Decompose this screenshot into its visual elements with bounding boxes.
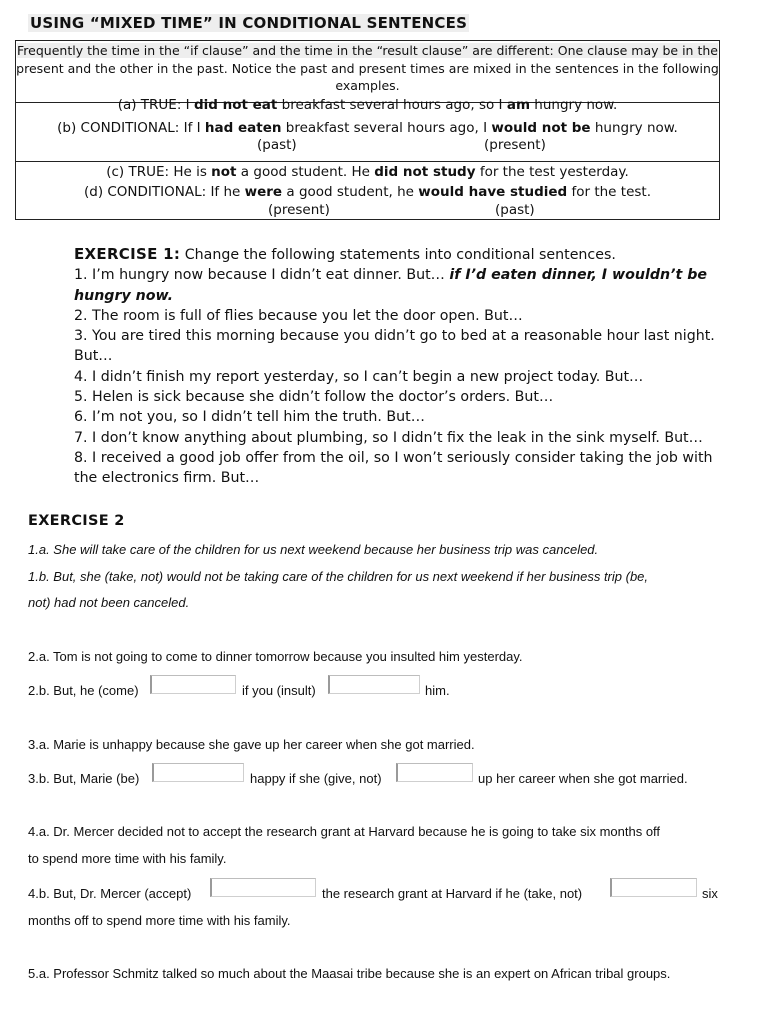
- example-b-text: (b) CONDITIONAL: If I: [57, 120, 205, 136]
- example-a-bold: am: [506, 97, 531, 113]
- example-b-text: breakfast several hours ago, I: [281, 120, 492, 136]
- sentence-5a: 5.a. Professor Schmitz talked so much about the Maasai tribe because she is an expert on African tribal groups.: [28, 966, 671, 981]
- sentence-1a: 1.a. She will take care of the children for us next weekend because her business trip was canceled.: [28, 542, 599, 557]
- exercise-1-item-1-answer: if I’d eaten dinner, I wouldn’t be hungry now.: [74, 267, 707, 304]
- exercise-2-heading: EXERCISE 2: [28, 513, 125, 529]
- exercise-1-instruction: Change the following statements into conditional sentences.: [180, 247, 616, 263]
- sentence-4b-part-1: 4.b. But, Dr. Mercer (accept): [28, 886, 192, 901]
- sentence-4b-part-2: the research grant at Harvard if he (take, not): [322, 886, 583, 901]
- intro-line-2: present and the other in the past. Notice the past and present times are mixed in the sentences in the following: [16, 60, 719, 76]
- sentence-1b-line-1: 1.b. But, she (take, not) would not be taking care of the children for us next weekend if her business trip (be,: [28, 569, 649, 584]
- exercise-1-item-6: 6. I’m not you, so I didn’t tell him the truth. But…: [74, 409, 425, 426]
- sentence-2b-part-2: if you (insult): [242, 683, 316, 698]
- exercise-1-header: [74, 244, 734, 265]
- answer-field-4b-take-not[interactable]: [610, 878, 697, 897]
- exercise-1-item-4: 4. I didn’t finish my report yesterday, so I can’t begin a new project today. But…: [74, 368, 644, 385]
- example-d-text: a good student, he: [282, 184, 419, 200]
- example-c-bold: did not study: [374, 164, 476, 180]
- example-c-bold: not: [211, 164, 237, 180]
- sentence-3b-part-3: up her career when she got married.: [478, 771, 688, 786]
- example-d: [16, 182, 719, 202]
- exercise-1-item-2: 2. The room is full of flies because you let the door open. But…: [74, 307, 523, 324]
- example-d-text: (d) CONDITIONAL: If he: [83, 184, 245, 200]
- example-c: [16, 162, 719, 182]
- example-c-text: a good student. He: [236, 164, 375, 180]
- exercise-1-item-1-text: 1. I’m hungry now because I didn’t eat dinner. But…: [74, 267, 450, 284]
- sentence-3b-part-2: happy if she (give, not): [250, 771, 382, 786]
- intro-line-1: Frequently the time in the “if clause” and the time in the “result clause” are different: One clause may be in the: [17, 43, 718, 58]
- answer-field-3b-be[interactable]: [152, 763, 244, 782]
- exercise-1: [74, 244, 734, 489]
- example-a: [16, 95, 719, 115]
- sentence-4a-line-2: to spend more time with his family.: [28, 851, 227, 866]
- example-a-text: (a) TRUE: I: [117, 97, 194, 113]
- sentence-1b-line-2: not) had not been canceled.: [28, 595, 190, 610]
- label-present-ab: (present): [484, 137, 546, 153]
- answer-field-2b-come[interactable]: [150, 675, 236, 694]
- example-d-text: for the test.: [567, 184, 651, 200]
- intro-line-3: examples.: [335, 78, 400, 93]
- example-b-bold: would not be: [491, 120, 591, 136]
- page-title: USING “MIXED TIME” IN CONDITIONAL SENTENCES: [30, 14, 468, 32]
- sentence-2b-part-3: him.: [425, 683, 450, 698]
- exercise-1-item-7: 7. I don’t know anything about plumbing, so I didn’t fix the leak in the sink myself. But…: [74, 429, 703, 446]
- example-b-text: hungry now.: [590, 120, 678, 136]
- examples-cd-cell: [15, 161, 720, 220]
- examples-ab-cell: [15, 97, 720, 162]
- answer-field-4b-accept[interactable]: [210, 878, 316, 897]
- exercise-1-item-3: 3. You are tired this morning because you didn’t go to bed at a reasonable hour last night. But…: [74, 328, 715, 365]
- exercise-1-item-8: 8. I received a good job offer from the oil, so I won’t seriously consider taking the job with the electronics firm. But…: [74, 449, 713, 487]
- answer-field-3b-give-not[interactable]: [396, 763, 473, 782]
- example-b-bold: had eaten: [204, 120, 282, 136]
- label-past-cd: (past): [495, 202, 535, 218]
- example-a-text: hungry now.: [530, 97, 618, 113]
- intro-cell: [15, 40, 720, 103]
- sentence-2a: 2.a. Tom is not going to come to dinner tomorrow because you insulted him yesterday.: [28, 649, 523, 664]
- exercise-1-item-1: [74, 265, 734, 306]
- answer-field-2b-insult[interactable]: [328, 675, 420, 694]
- sentence-3a: 3.a. Marie is unhappy because she gave up her career when she got married.: [28, 737, 475, 752]
- example-a-bold: did not eat: [193, 97, 278, 113]
- label-present-cd: (present): [268, 202, 330, 218]
- sentence-2b-part-1: 2.b. But, he (come): [28, 683, 139, 698]
- sentence-4b-line-2: months off to spend more time with his family.: [28, 913, 291, 928]
- example-d-bold: were: [244, 184, 283, 200]
- example-d-bold: would have studied: [418, 184, 568, 200]
- example-c-text: for the test yesterday.: [475, 164, 629, 180]
- exercise-1-heading: EXERCISE 1:: [74, 245, 181, 263]
- sentence-4a-line-1: 4.a. Dr. Mercer decided not to accept the research grant at Harvard because he is going to take six months off: [28, 824, 661, 839]
- example-c-text: (c) TRUE: He is: [106, 164, 212, 180]
- exercise-1-item-5: 5. Helen is sick because she didn’t follow the doctor’s orders. But…: [74, 389, 554, 406]
- label-past-ab: (past): [257, 137, 297, 153]
- intro-text: [16, 41, 719, 95]
- sentence-3b-part-1: 3.b. But, Marie (be): [28, 771, 140, 786]
- example-b: [16, 118, 719, 138]
- sentence-4b-part-3: six: [702, 886, 718, 901]
- example-a-text: breakfast several hours ago, so I: [277, 97, 507, 113]
